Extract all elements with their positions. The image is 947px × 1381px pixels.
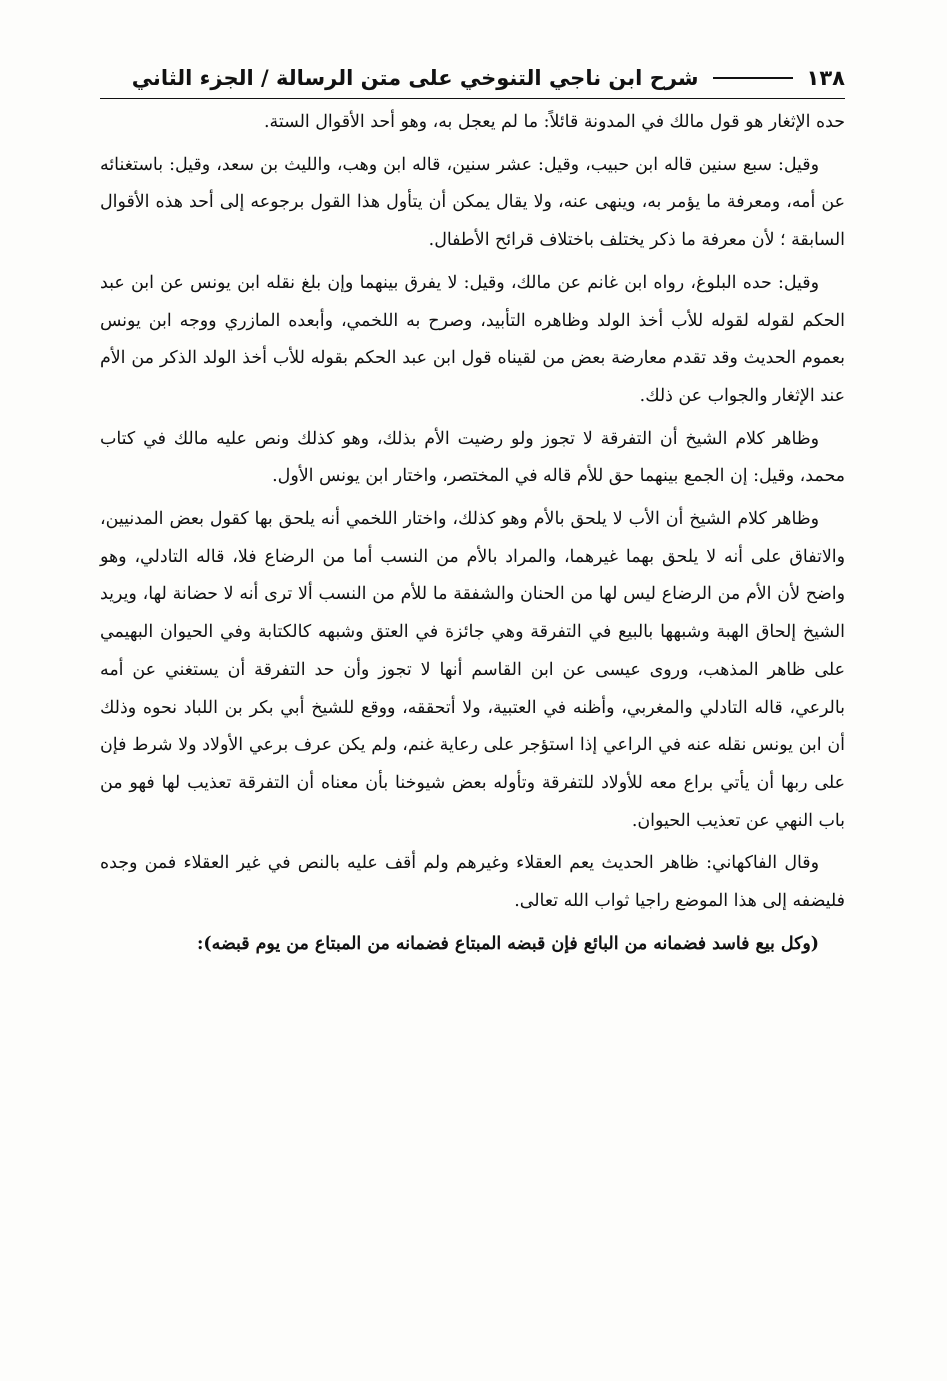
paragraph: وظاهر كلام الشيخ أن الأب لا يلحق بالأم وهو كذلك، واختار اللخمي أنه يلحق بها كقول بعض المدنيين، والاتفاق على أنه لا يلحق بهما غيرهما، والمراد بالأم من النسب أما من الرضاع فلا، قاله التادلي، وهو واضح لأن الأم من الرضاع ليس لها من الحنان والشفقة ما للأم من النسب ألا ترى أنه لا حضانة لها، ويريد الشيخ إلحاق الهبة وشبهها بالبيع في التفرقة وهي جائزة في العتق وشبهه كالكتابة وفي الحيوان البهيمي على ظاهر المذهب، وروى عيسى عن ابن القاسم أنها لا تجوز وأن حد التفرقة أن يستغني عن أمه بالرعي، قاله التادلي والمغربي، وأظنه في العتبية، ولا أتحققه، ووقع للشيخ أبي بكر بن اللباد نحوه وذلك أن ابن يونس نقله عنه في الراعي إذا استؤجر على رعاية غنم، ولم يكن عرف برعي الأولاد ولا شرط فإن على ربها أن يأتي براع معه للأولاد للتفرقة وتأوله بعض شيوخنا بأن معناه أن التفرقة تعذيب لها فهو من باب النهي عن تعذيب الحيوان. <box>100 509 845 831</box>
paragraph: حده الإثغار هو قول مالك في المدونة قائلاً: ما لم يعجل به، وهو أحد الأقوال الستة. <box>263 112 845 132</box>
header-rule <box>713 77 793 79</box>
paragraph: وظاهر كلام الشيخ أن التفرقة لا تجوز ولو رضيت الأم بذلك، وهو كذلك ونص عليه مالك في كتاب محمد، وقيل: إن الجمع بينهما حق للأم قاله في المختصر، واختار ابن يونس الأول. <box>100 428 845 487</box>
body-text <box>100 104 845 968</box>
paragraph: وقيل: حده البلوغ، رواه ابن غانم عن مالك، وقيل: لا يفرق بينهما وإن بلغ نقله ابن يونس عن ابن عبد الحكم لقوله لقوله للأب أخذ الولد وظاهره التأبيد، وصرح به اللخمي، وأبعده المازري ووجه ابن يونس بعموم الحديث وقد تقدم معارضة بعض من لقيناه قول ابن عبد الحكم بقوله للأب أخذ الولد الذكر من الأم عند الإثغار والجواب عن ذلك. <box>100 272 845 406</box>
paragraph: وقال الفاكهاني: ظاهر الحديث يعم العقلاء وغيرهم ولم أقف عليه بالنص في غير العقلاء فمن وجده فليضفه إلى هذا الموضع راجيا ثواب الله تعالى. <box>100 853 845 912</box>
page-number: ١٣٨ <box>806 66 845 90</box>
running-title: شرح ابن ناجي التنوخي على متن الرسالة / الجزء الثاني <box>131 66 699 90</box>
paragraph: وقيل: سبع سنين قاله ابن حبيب، وقيل: عشر سنين، قاله ابن وهب، والليث بن سعد، وقيل: باستغنائه عن أمه، ومعرفة ما يؤمر به، وينهى عنه، ولا يقال يمكن أن يتأول هذا القول برجوعه إلى أحد هذه الأقوال السابقة ؛ لأن معرفة ما ذكر يختلف باختلاف قرائح الأطفال. <box>100 154 845 251</box>
matn-quote: (وكل بيع فاسد فضمانه من البائع فإن قبضه المبتاع فضمانه من المبتاع من يوم قبضه): <box>196 933 819 954</box>
running-header <box>100 58 845 99</box>
